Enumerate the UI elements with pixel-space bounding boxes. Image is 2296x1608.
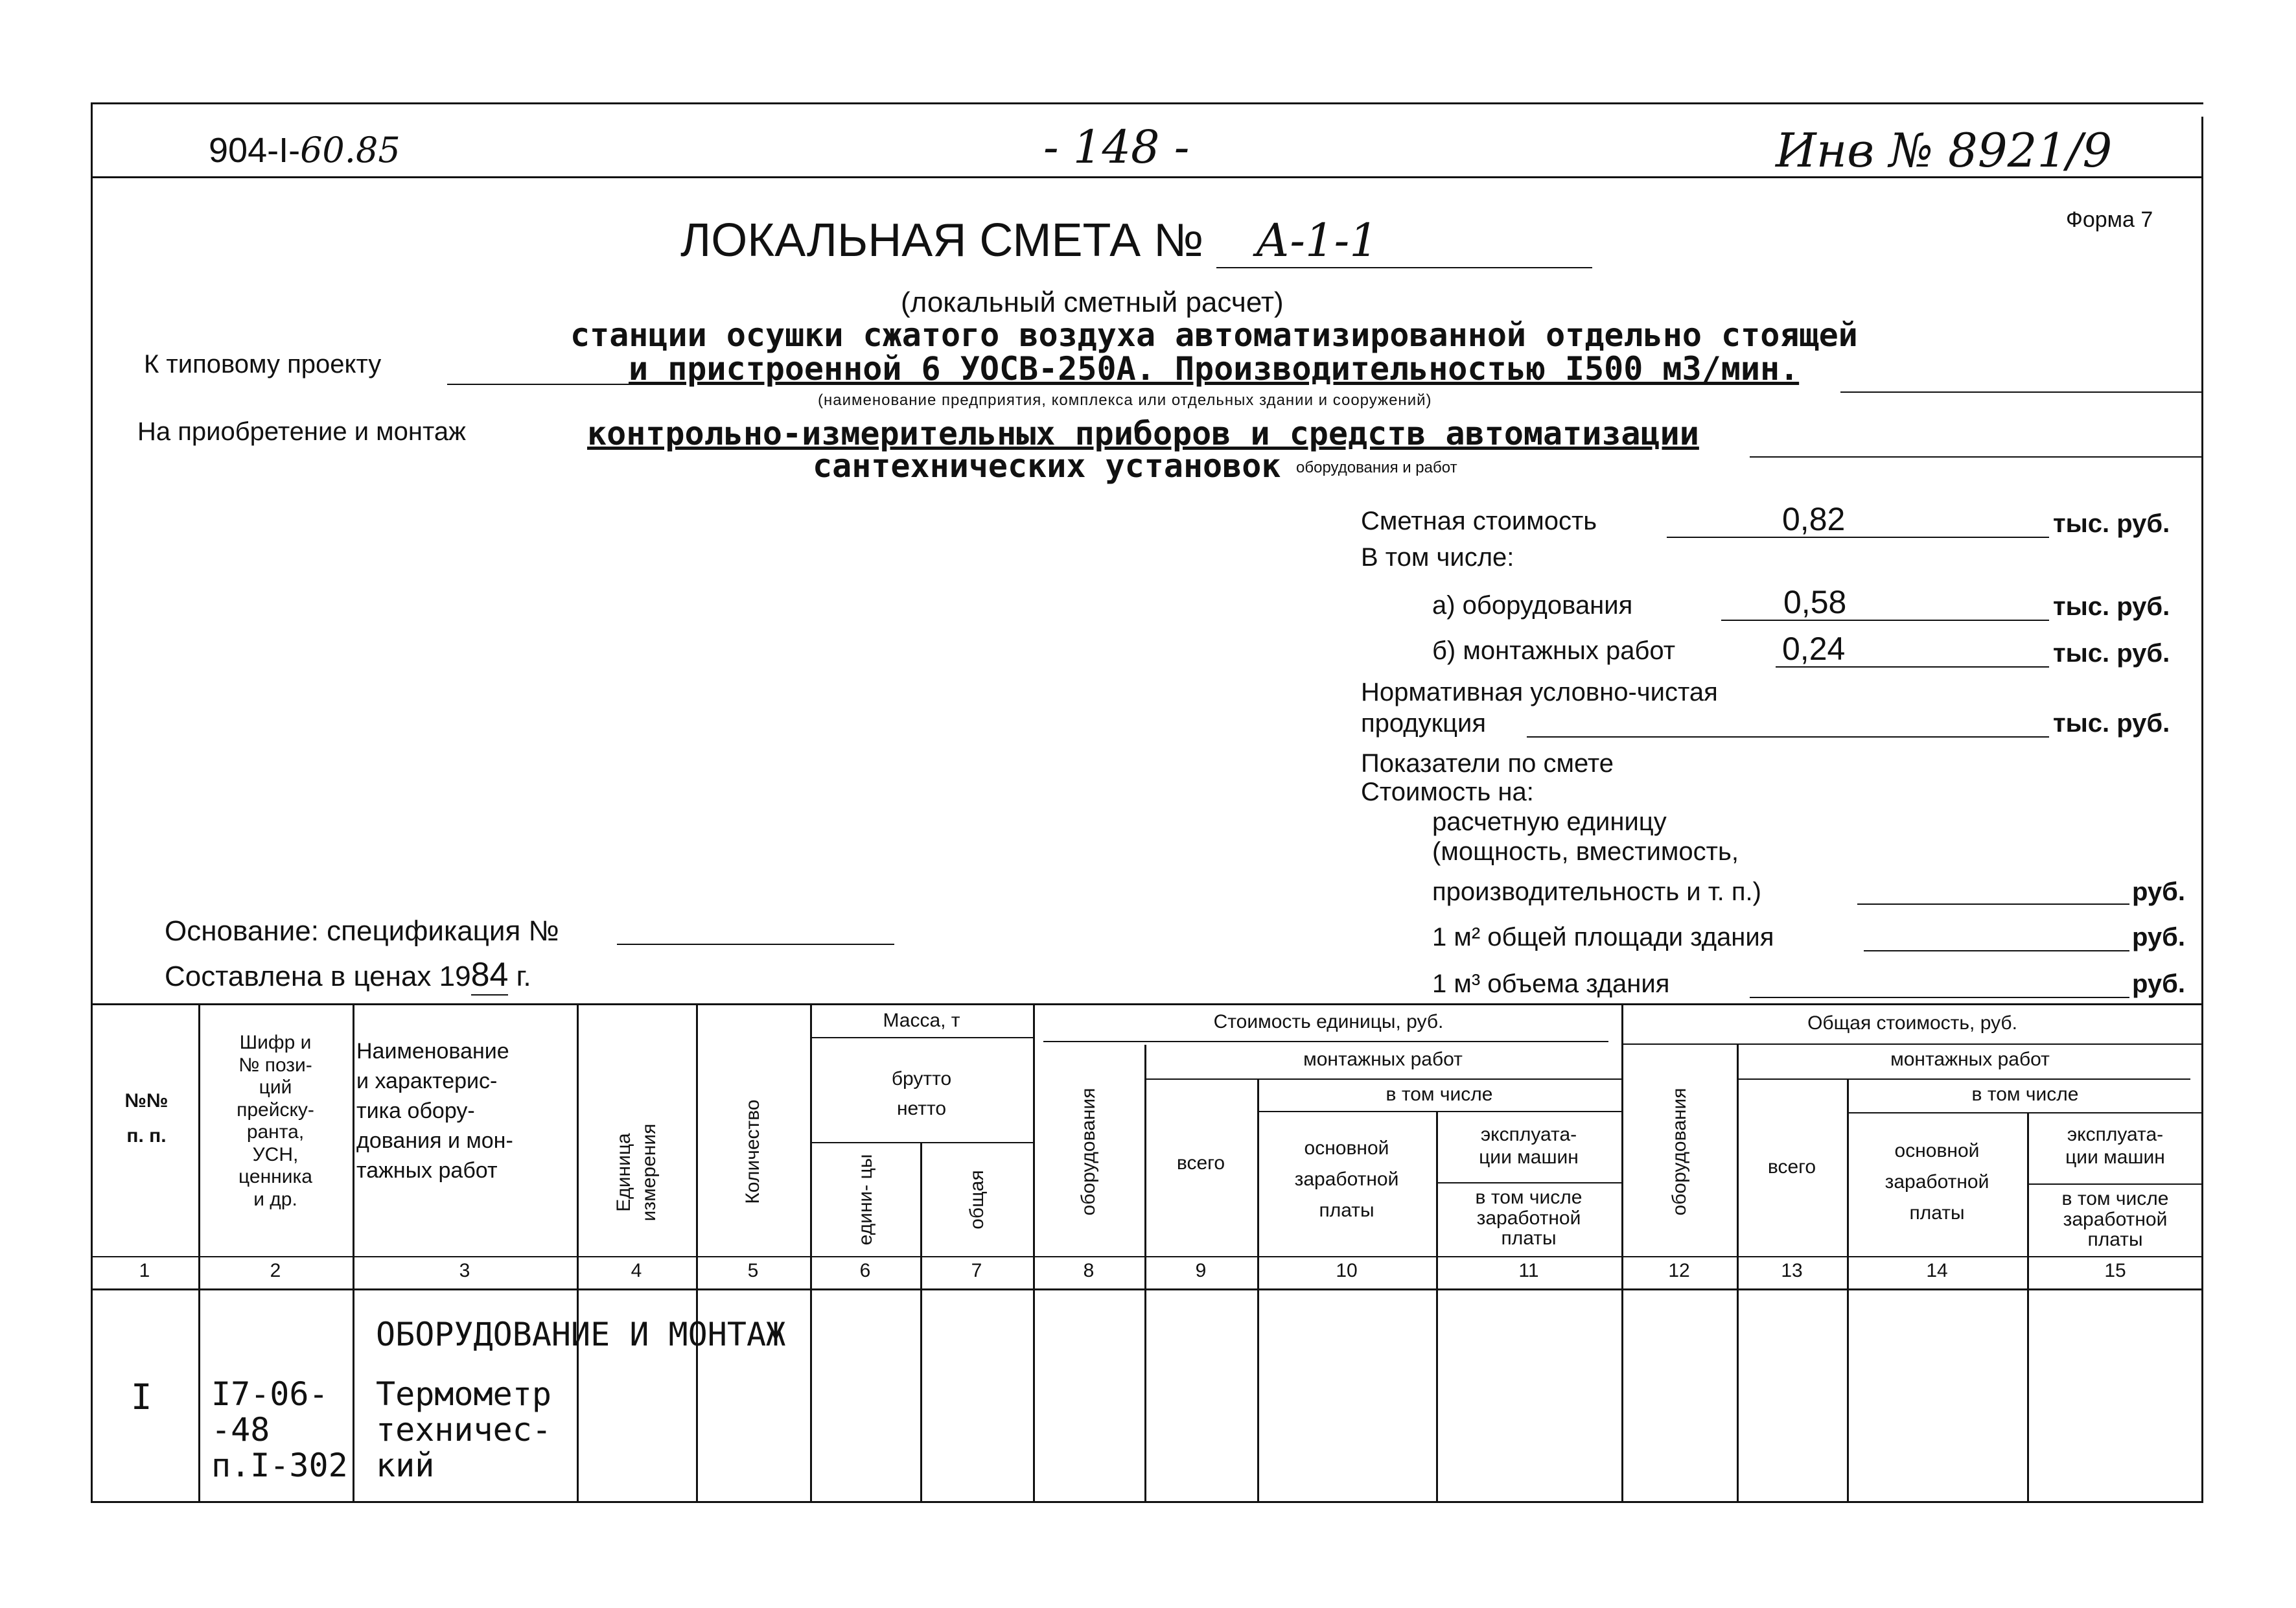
total-cost-title-rule xyxy=(1621,1043,2203,1045)
header-total-equipment: оборудования xyxy=(1669,1088,1690,1216)
header-total-machines-wage xyxy=(2027,1189,2203,1250)
prices-prefix: Составлена в ценах 19 xyxy=(165,961,471,992)
volume-label: 1 м³ объема здания xyxy=(1432,970,1670,998)
title-subtitle: (локальный сметный расчет) xyxy=(901,286,1284,318)
project-caption: (наименование предприятия, комплекса или отдельных здании и сооружений) xyxy=(818,391,1432,409)
equipment-rule xyxy=(1721,620,2049,621)
document-code xyxy=(209,130,400,170)
purchase-rule xyxy=(1750,456,2203,458)
col-number: 7 xyxy=(971,1260,982,1281)
wage-line: заработной xyxy=(1294,1169,1399,1190)
wage-line: заработной xyxy=(1884,1171,1989,1193)
header-total-all: всего xyxy=(1767,1156,1816,1178)
code-prefix: 904-I- xyxy=(209,131,301,170)
header-code-line: № пози- xyxy=(238,1054,312,1076)
col-number: 6 xyxy=(859,1260,871,1281)
col-number: 11 xyxy=(1518,1260,1539,1281)
equipment-label: а) оборудования xyxy=(1432,591,1633,620)
header-unit-install: монтажных работ xyxy=(1303,1049,1463,1070)
volume-rule xyxy=(1750,997,2129,998)
volume-rub: руб. xyxy=(2132,970,2185,998)
header-unit-cost: Стоимость единицы, руб. xyxy=(1213,1011,1444,1032)
right-border xyxy=(2201,117,2203,1502)
spec-rule xyxy=(617,944,894,945)
col-number: 15 xyxy=(2104,1260,2126,1281)
form-label: Форма 7 xyxy=(2066,207,2153,232)
col-number: 2 xyxy=(270,1260,281,1281)
indicators-label: Показатели по смете xyxy=(1361,749,1614,778)
unit-line-1: расчетную единицу xyxy=(1432,808,1667,836)
col-number: 8 xyxy=(1083,1260,1095,1281)
header-code-line: прейску- xyxy=(237,1099,314,1121)
unit-rub: руб. xyxy=(2132,878,2185,906)
header-mass: Масса, т xyxy=(883,1010,960,1031)
header-code-line: ций xyxy=(259,1077,292,1098)
header-name xyxy=(356,1037,577,1185)
header-netto: нетто xyxy=(896,1098,947,1119)
col-sep-14 xyxy=(2027,1112,2029,1502)
col-number: 5 xyxy=(747,1260,759,1281)
machines-wage-line: платы xyxy=(2087,1229,2143,1250)
header-unit: Единица измерения xyxy=(613,1123,660,1222)
top-border xyxy=(91,102,2203,104)
area-label: 1 м² общей площади здания xyxy=(1432,923,1774,951)
header-code-line: ранта, xyxy=(246,1121,305,1143)
total-cost-label: Сметная стоимость xyxy=(1361,507,1597,535)
machines-wage-line: заработной xyxy=(2063,1208,2168,1230)
page-title xyxy=(680,214,1592,268)
wage-line: платы xyxy=(1909,1202,1965,1224)
inventory-number: Инв № 8921/9 xyxy=(1776,123,2113,178)
area-rule xyxy=(1864,950,2129,951)
mass-title-rule xyxy=(810,1037,1033,1038)
equipment-value: 0,58 xyxy=(1783,584,1847,620)
header-name-line: и характерис- xyxy=(356,1068,498,1093)
code-hand: 60.85 xyxy=(300,130,400,170)
machines-wage-line: в том числе xyxy=(1475,1187,1583,1208)
purchase-line-1: контрольно-измерительных приборов и средств автоматизации xyxy=(587,415,1699,452)
col-sep-11 xyxy=(1621,1003,1623,1502)
purchase-label: На приобретение и монтаж xyxy=(137,417,466,446)
title-text: ЛОКАЛЬНАЯ СМЕТА № xyxy=(680,215,1204,266)
header-name-line: тажных работ xyxy=(356,1158,498,1183)
row-code-line: I7-06- xyxy=(211,1375,329,1413)
equipment-unit: тыс. руб. xyxy=(2053,592,2170,621)
header-total-wage xyxy=(1847,1136,2027,1229)
header-qty: Количество xyxy=(742,1099,763,1204)
col-sep-4 xyxy=(696,1003,698,1502)
header-name-line: тика обору- xyxy=(356,1098,475,1123)
total-cost-unit: тыс. руб. xyxy=(2053,509,2170,538)
col-sep-6 xyxy=(920,1142,922,1502)
prices-year: 84 xyxy=(471,955,509,996)
spec-label: Основание: спецификация № xyxy=(165,915,559,947)
header-code-line: Шифр и xyxy=(239,1032,312,1053)
row-name-line: техничес- xyxy=(376,1411,551,1449)
machines-wage-line: платы xyxy=(1501,1228,1557,1249)
header-name-line: Наименование xyxy=(356,1039,509,1064)
col-sep-3 xyxy=(577,1003,579,1502)
header-unit-all: всего xyxy=(1176,1152,1225,1174)
machines-line: ции машин xyxy=(1479,1146,1579,1168)
header-num-text: №№ п. п. xyxy=(124,1090,168,1147)
header-code xyxy=(198,1032,353,1211)
col-sep-7 xyxy=(1033,1003,1035,1502)
header-unit-machines xyxy=(1436,1124,1621,1169)
machines-line: эксплуата- xyxy=(2067,1124,2164,1145)
unit-machines-rule xyxy=(1436,1182,1621,1183)
total-incl-rule xyxy=(1847,1112,2203,1113)
row-code-line: п.I-302 xyxy=(211,1447,348,1484)
included-label: В том числе: xyxy=(1361,543,1514,572)
normative-rule xyxy=(1527,736,2049,738)
col-number: 14 xyxy=(1926,1260,1948,1281)
wage-line: платы xyxy=(1319,1200,1374,1221)
total-install-rule xyxy=(1737,1078,2190,1080)
page-number: - 148 - xyxy=(1043,121,1190,174)
project-line-1: станции осушки сжатого воздуха автоматизированной отдельно стоящей xyxy=(570,316,1858,354)
wage-line: основной xyxy=(1894,1140,1980,1161)
area-rub: руб. xyxy=(2132,923,2185,951)
col-number: 4 xyxy=(631,1260,642,1281)
unit-incl-rule xyxy=(1257,1111,1621,1112)
unit-install-rule xyxy=(1144,1078,1621,1080)
header-mass-unit: едини- цы xyxy=(855,1154,876,1246)
total-cost-rule xyxy=(1667,537,2049,538)
header-bottom-rule xyxy=(91,1256,2203,1257)
col-number: 12 xyxy=(1668,1260,1690,1281)
header-total-install: монтажных работ xyxy=(1890,1049,2050,1070)
header-total-incl: в том числе xyxy=(1971,1084,2079,1105)
col-number: 3 xyxy=(459,1260,470,1281)
header-total-machines xyxy=(2027,1124,2203,1169)
install-unit: тыс. руб. xyxy=(2053,639,2170,668)
wage-line: основной xyxy=(1304,1137,1389,1159)
header-num xyxy=(95,1084,198,1154)
col-number: 1 xyxy=(139,1260,150,1281)
total-machines-rule xyxy=(2027,1183,2203,1185)
project-line-rule-left xyxy=(447,384,629,385)
purchase-caption: оборудования и работ xyxy=(1296,459,1457,476)
project-rule xyxy=(1840,391,2203,393)
unit-rule xyxy=(1857,903,2129,905)
estimate-number: А-1-1 xyxy=(1216,214,1592,268)
machines-wage-line: заработной xyxy=(1476,1207,1581,1229)
header-unit-wage xyxy=(1257,1133,1436,1226)
project-line-2: и пристроенной 6 УОСВ-250А. Производительностью I500 м3/мин. xyxy=(629,350,1800,388)
header-unit-incl: в том числе xyxy=(1386,1084,1493,1105)
header-code-line: и др. xyxy=(253,1188,297,1210)
header-unit-equipment: оборудования xyxy=(1078,1088,1099,1216)
unit-line-2: (мощность, вместимость, xyxy=(1432,837,1739,866)
row-code xyxy=(211,1377,348,1484)
row-code-line: -48 xyxy=(211,1411,270,1449)
normative-line-1: Нормативная условно-чистая xyxy=(1361,678,1718,706)
header-name-line: дования и мон- xyxy=(356,1128,513,1153)
mass-netto-rule xyxy=(810,1142,1033,1143)
row-name-line: Термометр xyxy=(376,1375,551,1413)
unit-line-3: производительность и т. п.) xyxy=(1432,878,1761,906)
header-unit-machines-wage xyxy=(1436,1187,1621,1249)
prices-suffix: г. xyxy=(516,961,531,992)
machines-line: ции машин xyxy=(2065,1146,2165,1168)
header-total-cost: Общая стоимость, руб. xyxy=(1807,1012,2017,1034)
header-mass-total: общая xyxy=(966,1170,988,1229)
total-cost-value: 0,82 xyxy=(1782,501,1846,537)
install-label: б) монтажных работ xyxy=(1432,636,1676,665)
table-top-rule xyxy=(91,1003,2203,1005)
machines-line: эксплуата- xyxy=(1480,1124,1577,1145)
row-name-line: кий xyxy=(376,1447,435,1484)
bottom-border xyxy=(91,1501,2203,1503)
col-sep-2 xyxy=(353,1003,354,1502)
purchase-line-2: сантехнических установок xyxy=(813,447,1281,485)
col-sep-10 xyxy=(1436,1112,1438,1502)
col-number: 13 xyxy=(1781,1260,1803,1281)
normative-line-2: продукция xyxy=(1361,709,1487,738)
header-code-line: ценника xyxy=(238,1166,312,1187)
project-label: К типовому проекту xyxy=(144,350,382,379)
col-number: 10 xyxy=(1336,1260,1358,1281)
left-border xyxy=(91,102,93,1502)
header-code-line: УСН, xyxy=(252,1143,299,1165)
row-number: I xyxy=(131,1377,152,1417)
unit-cost-title-rule xyxy=(1043,1041,1608,1042)
machines-wage-line: в том числе xyxy=(2061,1188,2169,1209)
section-title: ОБОРУДОВАНИЕ И МОНТАЖ xyxy=(376,1316,786,1353)
col-number: 9 xyxy=(1195,1260,1207,1281)
prices-line xyxy=(165,955,531,996)
cost-on-label: Стоимость на: xyxy=(1361,778,1534,806)
header-brutto: брутто xyxy=(891,1068,952,1089)
colnum-bottom-rule xyxy=(91,1288,2203,1290)
row-name xyxy=(376,1377,551,1484)
normative-unit: тыс. руб. xyxy=(2053,709,2170,738)
install-value: 0,24 xyxy=(1782,631,1846,667)
